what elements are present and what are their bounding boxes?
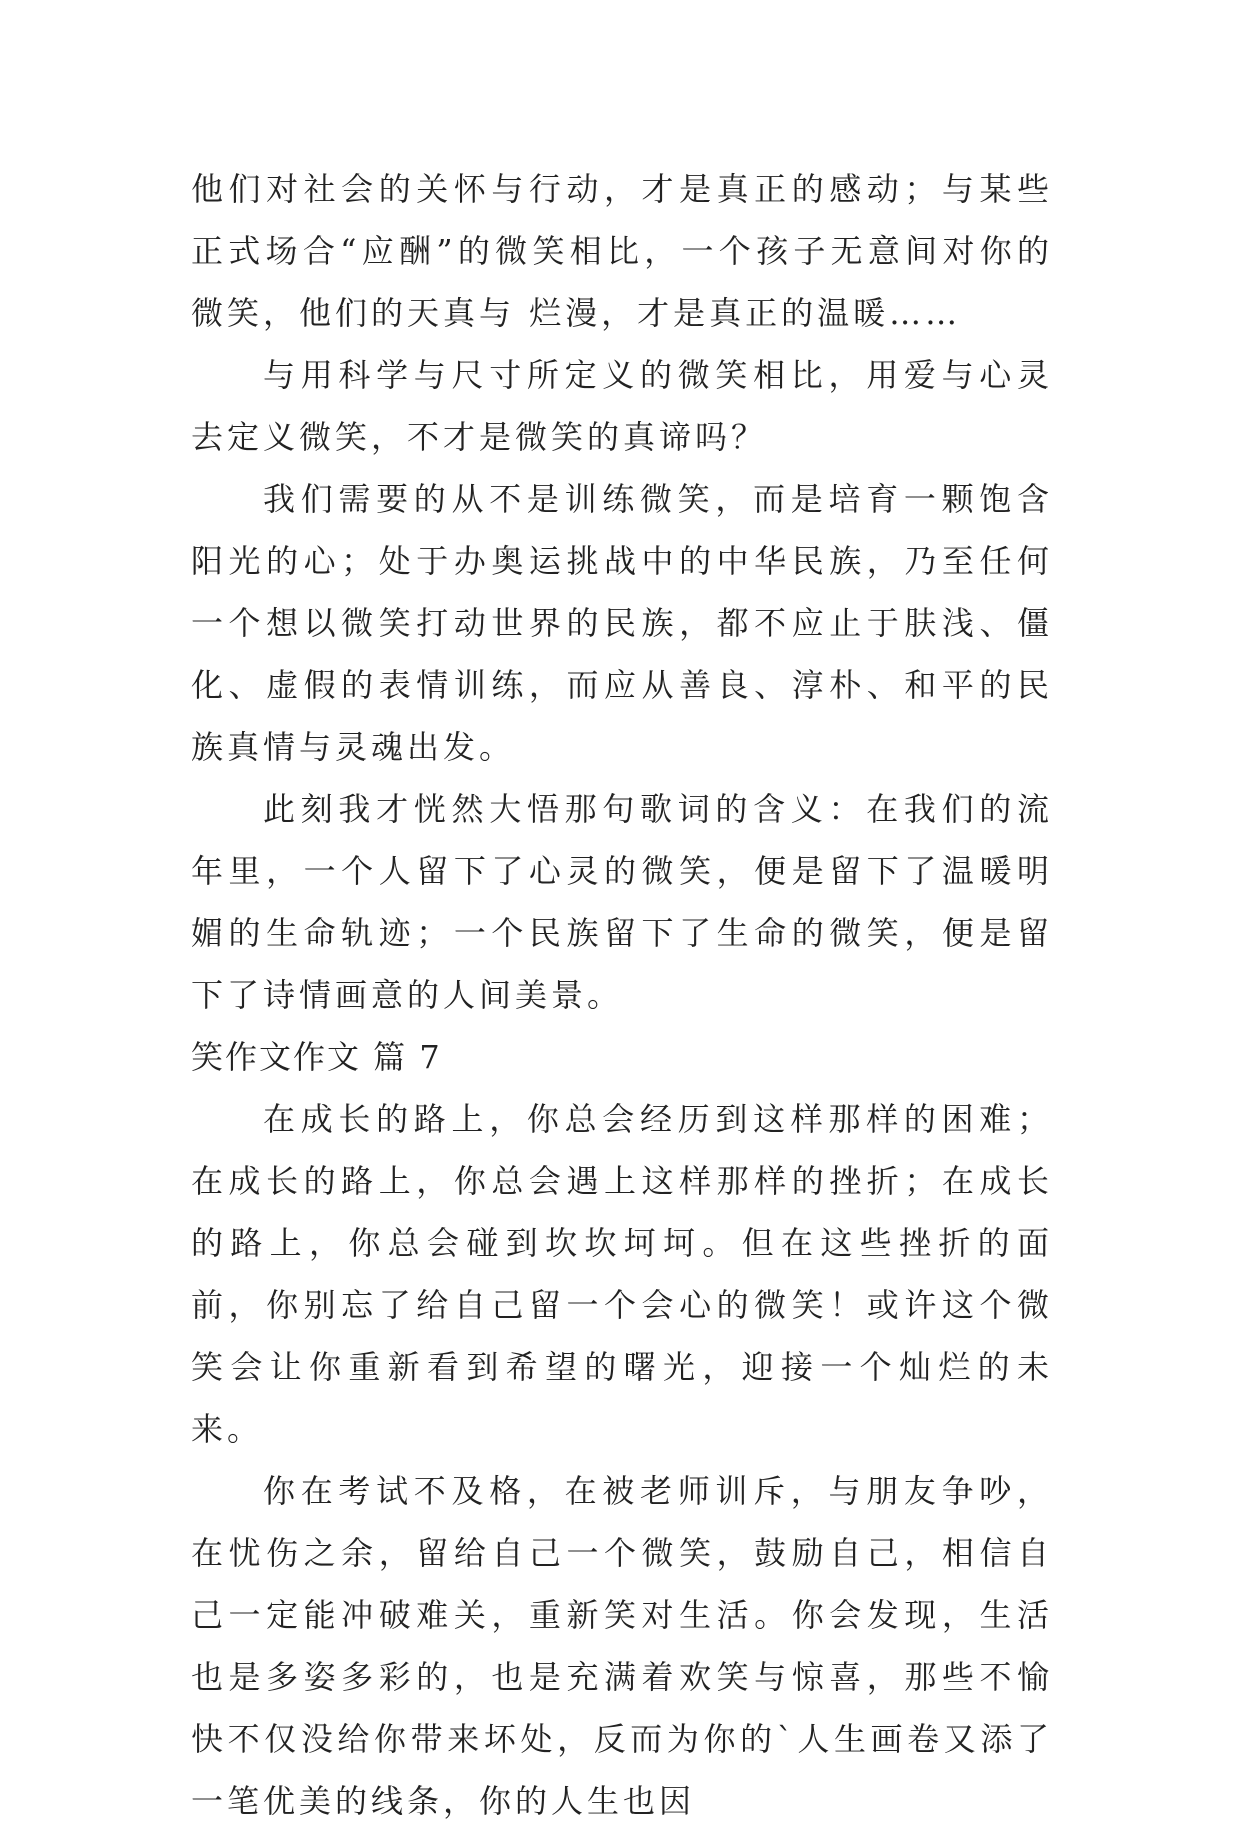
paragraph: 他们对社会的关怀与行动，才是真正的感动；与某些正式场合“应酬”的微笑相比，一个孩子无意间对你的微笑，他们的天真与 烂漫，才是真正的温暖…… [191, 170, 1053, 332]
paragraph: 此刻我才恍然大悟那句歌词的含义：在我们的流年里，一个人留下了心灵的微笑，便是留下了温暖明媚的生命轨迹；一个民族留下了生命的微笑，便是留下了诗情画意的人间美景。 [191, 790, 1053, 1014]
paragraph: 在成长的路上，你总会经历到这样那样的困难；在成长的路上，你总会遇上这样那样的挫折；在成长的路上，你总会碰到坎坎坷坷。但在这些挫折的面前，你别忘了给自己留一个会心的微笑！或许这个微笑会让你重新看到希望的曙光，迎接一个灿烂的未来。 [191, 1100, 1053, 1448]
document-body [191, 158, 1053, 1832]
paragraph: 我们需要的从不是训练微笑，而是培育一颗饱含阳光的心；处于办奥运挑战中的中华民族，乃至任何一个想以微笑打动世界的民族，都不应止于肤浅、僵化、虚假的表情训练，而应从善良、淳朴、和平的民族真情与灵魂出发。 [191, 480, 1053, 766]
paragraph: 你在考试不及格，在被老师训斥，与朋友争吵，在忧伤之余，留给自己一个微笑，鼓励自己，相信自己一定能冲破难关，重新笑对生活。你会发现，生活也是多姿多彩的，也是充满着欢笑与惊喜，那些不愉快不仅没给你带来坏处，反而为你的`人生画卷又添了一笔优美的线条，你的人生也因 [191, 1472, 1053, 1820]
section-heading: 笑作文作文 篇 7 [191, 1038, 442, 1076]
paragraph: 与用科学与尺寸所定义的微笑相比，用爱与心灵去定义微笑，不才是微笑的真谛吗？ [191, 356, 1053, 456]
